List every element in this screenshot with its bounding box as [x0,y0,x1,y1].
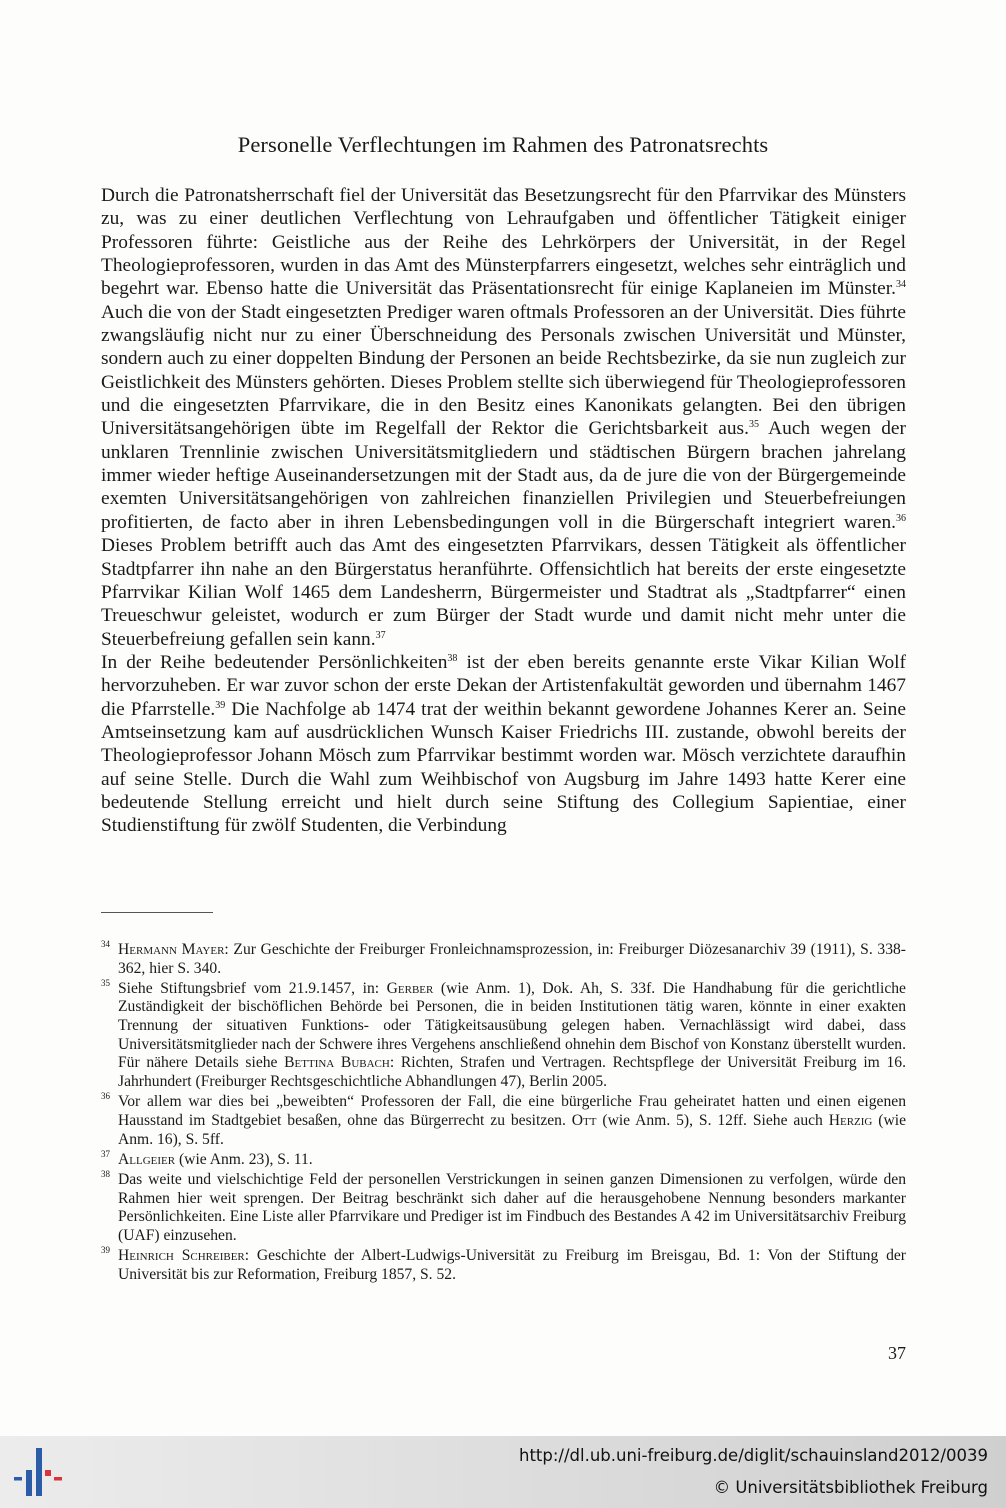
footnote-ref[interactable]: 37 [375,629,386,641]
footnote-ref[interactable]: 38 [447,652,458,664]
footnote-number: 39 [101,1245,110,1255]
footnote-37 [101,1148,906,1170]
footnote-text: : Richten, Strafen und Vertragen. Rechtspflege der Universität Freiburg im 16. Jahrhundert (Freiburger Rechtsgeschichtliche Abhandlungen 47), Berlin 2005. [118,1054,906,1091]
text-run: Durch die Patronatsherrschaft fiel der Universität das Besetzungsrecht für den Pfarrvikar des Münsters zu, was zu einer deutlichen Verflechtung von Lehraufgaben und öffentlicher Tätigkeit einiger Professoren führte: Geistliche aus der Reihe des Lehrkörpers der Universität, in der Regel Theologieprofessoren, wurden in das Amt des Münsterpfarrers eingesetzt, welches sehr einträglich und begehrt war. Ebenso hatte die Universität das Präsentationsrecht für einige Kaplaneien im Münster. [101,185,906,300]
footnote-text: (wie Anm. 1), Dok. Ah, S. 33f. Die Handhabung für die gerichtliche Zuständigkeit der bischöflichen Behörde bei Personen, die in beiden Institutionen tätig waren, könnte in einer exakten Trennung der situativen Funktions- oder Tätigkeitsausübung gelegen haben. Vernachlässigt wird dabei, dass Universitätsmitglieder nach der Schwere ihres Vergehens anschließend ohnehin dem Bischof von Konstanz überstellt wurden. Für nähere Details siehe [118,979,906,1072]
author-name: Bettina Bubach [284,1054,390,1072]
footnote-39 [101,1247,906,1284]
author-name: Gerber [386,979,434,997]
footnote-text: Das weite und vielschichtige Feld der personellen Verstrickungen in seinen ganzen Dimensionen zu verfolgen, würde den Rahmen hier weit sprengen. Der Beitrag beschränkt sich daher auf die herausgehobene Nennung besonders markanter Persönlichkeiten. Eine Liste aller Pfarrvikare und Prediger ist im Findbuch des Bestandes A 42 im Universitätsarchiv Freiburg (UAF) einzusehen. [118,1170,906,1244]
footnote-number: 35 [101,977,110,988]
copyright-notice: © Universitätsbibliothek Freiburg [713,1478,988,1497]
footnote-text: (wie Anm. 16), S. 5ff. [118,1111,906,1148]
page-number: 37 [888,1343,906,1363]
footnote-text: Vor allem war dies bei „beweibten“ Professoren der Fall, die eine bürgerliche Frau geheiratet hatten und einen eigenen Hausstand im Stadtgebiet besaßen, ohne das Bürgerrecht zu besitzen. [118,1093,906,1129]
footnote-text: (wie Anm. 23), S. 11. [175,1150,313,1168]
footnote-text: : Geschichte der Albert-Ludwigs-Universität zu Freiburg im Breisgau, Bd. 1: Von der Stiftung der Universität bis zur Reformation, Freiburg 1857, S. 52. [118,1247,906,1283]
footer-bar [0,1436,1006,1508]
footnote-38 [101,1168,906,1246]
footnote-36 [101,1093,906,1149]
footnotes [101,941,906,1286]
footnote-number: 38 [101,1168,110,1179]
body-text [101,184,906,838]
text-run: Auch wegen der unklaren Trennlinie zwischen Universitätsmitgliedern und städtischen Bürgern brachen jahrelang immer wieder heftige Auseinandersetzungen mit der Stadt aus, da de jure die von der Bürgergemeinde exemten Universitätsangehörigen von zahlreichen finanziellen Privilegien und Steuerbefreiungen profitierten, de facto aber in ihren Lebensbedingungen voll in die Bürgerschaft integriert waren. [101,418,906,533]
footnote-ref[interactable]: 35 [748,419,759,431]
text-run: In der Reihe bedeutender Persönlichkeiten [101,651,448,673]
author-name: Heinrich Schreiber [118,1247,245,1264]
text-run: Die Nachfolge ab 1474 trat der weithin bekannt gewordene Johannes Kerer an. Seine Amtseinsetzung kam auf ausdrücklichen Wunsch Kaiser Friedrichs III. zustande, obwohl bereits der Theologieprofessor Johann Mösch zum Pfarrvikar bestimmt worden war. Mösch verzichtete daraufhin auf seine Stelle. Durch die Wahl zum Weihbischof von Augsburg im Jahre 1493 hatte Kerer eine bedeutende Stellung erreicht und hielt durch seine Stiftung des Collegium Sapientiae, einer Studienstiftung für zwölf Studenten, die Verbindung [101,698,906,837]
ub-freiburg-logo-icon[interactable] [12,1444,68,1500]
footnote-text: (wie Anm. 5), S. 12ff. Siehe auch [596,1111,829,1129]
footnote-divider [101,912,213,913]
footnote-number: 36 [101,1091,110,1102]
footnote-ref[interactable]: 39 [215,699,226,711]
footnote-ref[interactable]: 34 [896,279,906,291]
footnote-number: 37 [101,1148,110,1159]
source-url-link[interactable]: http://dl.ub.uni-freiburg.de/diglit/schauinsland2012/0039 [518,1446,988,1465]
footnote-text: Siehe Stiftungsbrief vom 21.9.1457, in: [118,979,387,997]
paragraph [101,651,906,838]
footnote-34 [101,941,906,978]
page-title: Personelle Verflechtungen im Rahmen des Patronatsrechts [237,132,769,157]
author-name: Hermann Mayer [118,941,225,958]
author-name: Ott [571,1111,597,1129]
footnote-35 [101,977,906,1092]
paragraph [101,184,906,651]
footnote-number: 34 [101,939,110,949]
footnote-text: : Zur Geschichte der Freiburger Fronleichnamsprozession, in: Freiburger Diözesanarchiv 39 (1911), S. 338-362, hier S. 340. [118,941,906,977]
footnote-ref[interactable]: 36 [896,512,906,524]
author-name: Allgeier [118,1150,176,1168]
text-run: Auch die von der Stadt eingesetzten Prediger waren oftmals Professoren an der Universität. Dies führte zwangsläufig nicht nur zu einer Überschneidung des Personals zwischen Universität und Münster, sondern auch zu einer doppelten Bindung der Personen an beide Rechtsbezirke, da sie nun zugleich zur Geistlichkeit des Münsters gehörten. Dieses Problem stellte sich überwiegend für Theologieprofessoren und die eingesetzten Pfarrvikare, die in den Besitz eines Kanonikats gelangten. Bei den übrigen Universitätsangehörigen übte im Regelfall der Rektor die Gerichtsbarkeit aus. [101,301,906,440]
author-name: Herzig [828,1111,873,1129]
text-run: Dieses Problem betrifft auch das Amt des eingesetzten Pfarrvikars, dessen Tätigkeit als öffentlicher Stadtpfarrer ihn nahe an den Bürgerstatus heranführte. Offensichtlich hat bereits der erste eingesetzte Pfarrvikar Kilian Wolf 1465 dem Landesherrn, Bürgermeister und Stadtrat als „Stadtpfarrer“ einen Treueschwur geleistet, wodurch er zum Bürger der Stadt wurde und damit nicht mehr unter die Steuerbefreiung gefallen sein kann. [101,535,906,650]
text-run: ist der eben bereits genannte erste Vikar Kilian Wolf hervorzuheben. Er war zuvor schon der erste Dekan der Artistenfakultät geworden und übernahm 1467 die Pfarrstelle. [101,651,906,720]
